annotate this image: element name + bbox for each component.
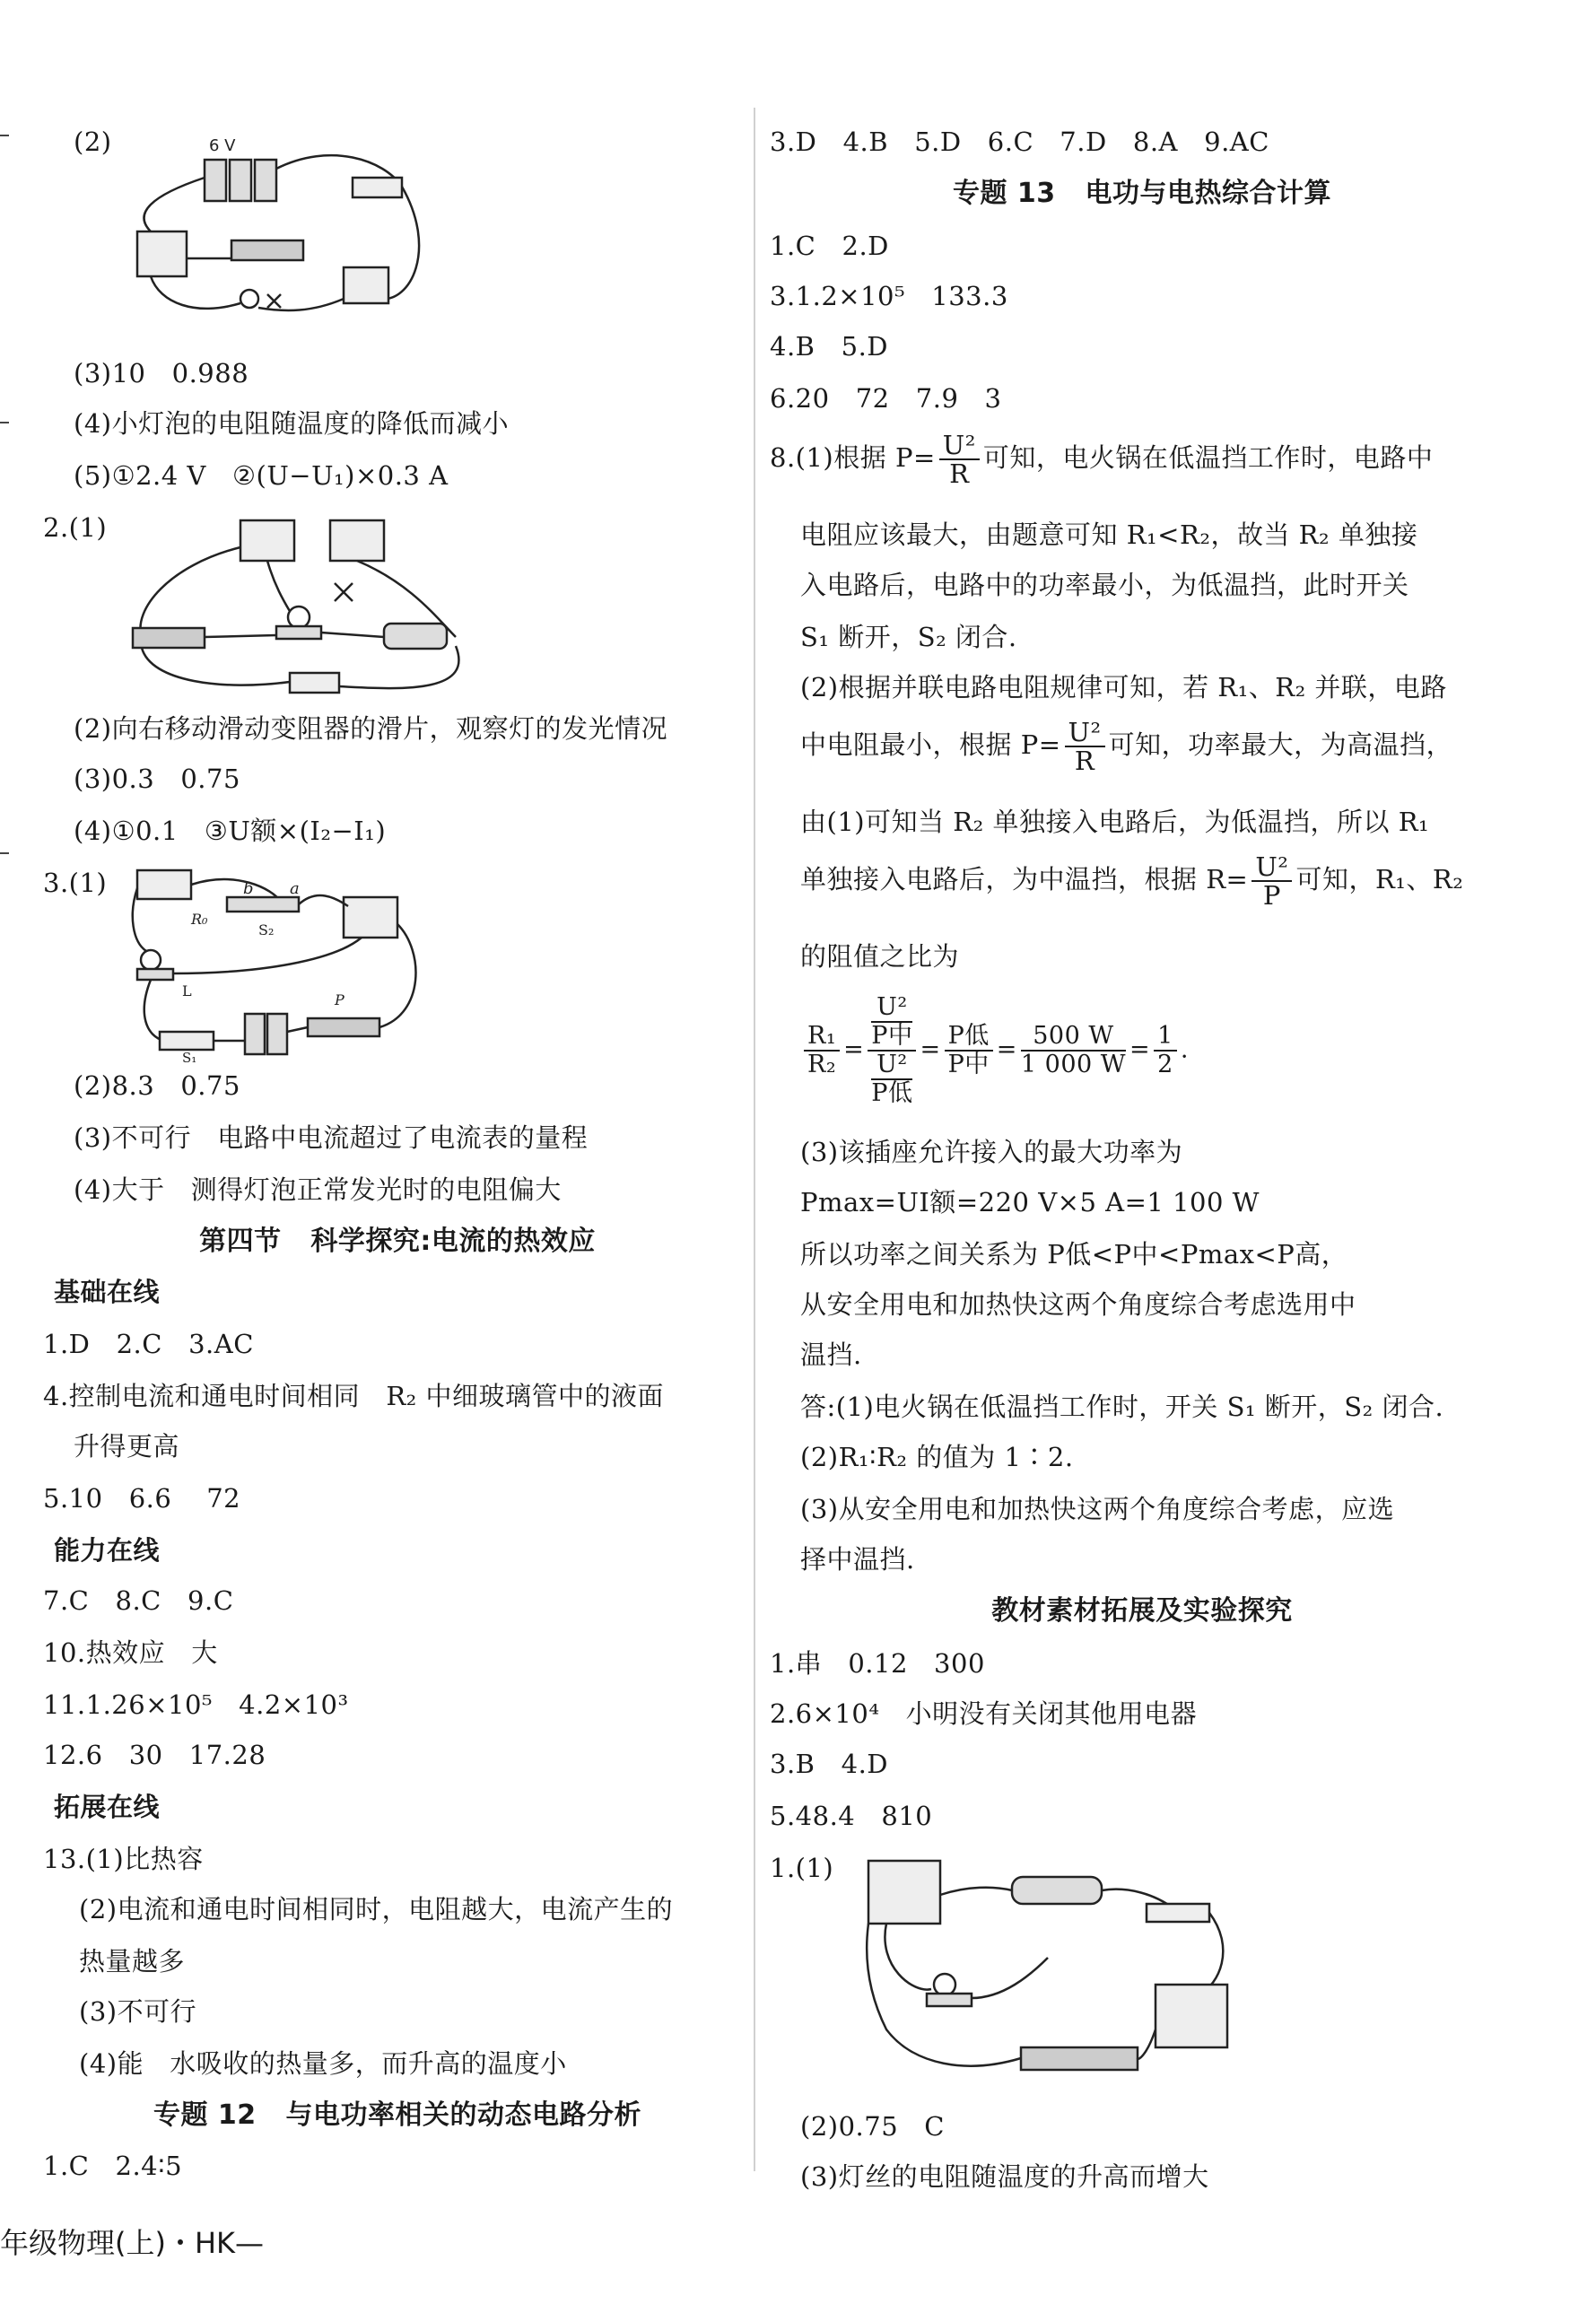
answer-line: 3.B 4.D xyxy=(770,1749,889,1779)
answer-line: (4)能 水吸收的热量多，而升高的温度小 xyxy=(79,2048,567,2079)
battery-voltage-label: 6 V xyxy=(209,136,236,155)
circuit-diagram-4 xyxy=(859,1850,1254,2101)
answer-line: (4)①0.1 ③U额×(I₂−I₁) xyxy=(74,816,387,846)
fraction: $\frac{\text{U²}}{R}$ xyxy=(939,432,980,487)
answer-line: 电阻应该最大，由题意可知 R₁<R₂，故当 R₂ 单独接 xyxy=(800,519,1418,550)
section-title: 专题 13 电功与电热综合计算 xyxy=(952,178,1332,209)
subsection-heading: 基础在线 xyxy=(54,1277,161,1307)
answer-line: 热量越多 xyxy=(79,1946,186,1977)
section-title: 专题 12 与电功率相关的动态电路分析 xyxy=(153,2099,642,2131)
answer-line: 4.B 5.D xyxy=(770,331,889,362)
answer-line: (3)从安全用电和加热快这两个角度综合考虑，应选 xyxy=(800,1494,1395,1524)
label-s1: S₁ xyxy=(182,1050,197,1063)
answer-line: 1.串 0.12 300 xyxy=(770,1648,985,1679)
answer-line: 1.C 2.4∶5 xyxy=(43,2151,183,2181)
answer-line: 3.1.2×10⁵ 133.3 xyxy=(770,281,1008,311)
answer-line: (3)灯丝的电阻随温度的升高而增大 xyxy=(800,2161,1209,2192)
answer-line: 3.(1) xyxy=(43,868,108,898)
answer-line: (2)0.75 C xyxy=(800,2111,945,2142)
answer-line: 5.10 6.6 72 xyxy=(43,1483,241,1514)
answer-line: (2)电流和通电时间相同时，电阻越大，电流产生的 xyxy=(79,1894,674,1924)
answer-line: 1.D 2.C 3.AC xyxy=(43,1329,254,1359)
circuit-diagram-1 xyxy=(115,124,456,339)
label-a: a xyxy=(290,879,300,898)
answer-line: 入电路后，电路中的功率最小，为低温挡，此时开关 xyxy=(800,570,1409,600)
label-r0: R₀ xyxy=(191,911,208,928)
answer-line: Pmax=UI额=220 V×5 A=1 100 W xyxy=(800,1187,1260,1217)
answer-line: 单独接入电路后，为中温挡，根据 R= $\frac{\text{U²}}{P}$ 可知，R₁、R₂ xyxy=(800,851,1464,911)
label-b: b xyxy=(243,879,254,898)
answer-line: (3)不可行 电路中电流超过了电流表的量程 xyxy=(74,1122,589,1153)
page-footer: 年级物理(上)・HK— xyxy=(0,2226,265,2260)
answer-line: 10.热效应 大 xyxy=(43,1637,218,1668)
answer-line: 所以功率之间关系为 P低<P中<Pmax<P高， xyxy=(800,1239,1348,1270)
answer-line: 从安全用电和加热快这两个角度综合考虑选用中 xyxy=(800,1289,1356,1320)
answer-line: (3)0.3 0.75 xyxy=(74,764,240,794)
answer-line: (2)根据并联电路电阻规律可知，若 R₁、R₂ 并联，电路 xyxy=(800,672,1447,703)
circuit-diagram-3 xyxy=(128,861,451,1063)
fraction: $\frac{\text{U²}}{P}$ xyxy=(1252,853,1292,909)
answer-line: 7.C 8.C 9.C xyxy=(43,1585,234,1616)
section-title: 教材素材拓展及实验探究 xyxy=(991,1595,1293,1627)
answer-line: (3)不可行 xyxy=(79,1996,197,2027)
answer-line: 13.(1)比热容 xyxy=(43,1844,204,1874)
label-l: L xyxy=(182,982,192,999)
answer-line: 温挡. xyxy=(800,1340,862,1370)
answer-line: (3)10 0.988 xyxy=(74,358,249,388)
answer-line: 中电阻最小，根据 P= $\frac{\text{U²}}{R}$ 可知，功率最大，为高温挡， xyxy=(800,717,1453,776)
answer-line: (2)R₁∶R₂ 的值为 1∶2. xyxy=(800,1442,1074,1472)
answer-line: 1.(1) xyxy=(770,1853,834,1883)
answer-line: 4.控制电流和通电时间相同 R₂ 中细玻璃管中的液面 xyxy=(43,1381,665,1411)
label-s2: S₂ xyxy=(258,921,275,938)
answer-line: 择中温挡. xyxy=(800,1544,915,1575)
answer-line: (2)8.3 0.75 xyxy=(74,1070,240,1101)
ratio-equation: $\frac{\text{R₁}}{\text{R₂}}$ = $\frac{\frac{\text{U²}}{\text{P中}}}{\frac{\text{U²}}{\text{P低}}}$ = $\frac{\text{P低}}{\text{P中}}$ = $\frac{500 W}{1 000 W}$ = $\frac{1}{2}$ . xyxy=(770,994,1189,1107)
answer-line: 由(1)可知当 R₂ 单独接入电路后，为低温挡，所以 R₁ xyxy=(800,807,1430,837)
section-title: 第四节 科学探究:电流的热效应 xyxy=(199,1226,596,1257)
answer-line: 的阻值之比为 xyxy=(800,941,960,972)
column-divider xyxy=(754,108,755,2171)
answer-line: 8.(1)根据 P= $\frac{\text{U²}}{R}$ 可知，电火锅在低温挡工作时，电路中 xyxy=(770,430,1434,489)
circuit-diagram-2 xyxy=(115,511,492,700)
answer-line: 升得更高 xyxy=(74,1431,180,1462)
answer-line: 2.6×10⁴ 小明没有关闭其他用电器 xyxy=(770,1698,1198,1729)
answer-line: (4)大于 测得灯泡正常发光时的电阻偏大 xyxy=(74,1174,562,1205)
answer-line: 11.1.26×10⁵ 4.2×10³ xyxy=(43,1689,349,1720)
fraction: $\frac{\text{U²}}{R}$ xyxy=(1065,719,1105,774)
answer-line: 12.6 30 17.28 xyxy=(43,1740,266,1770)
answer-line: (4)小灯泡的电阻随温度的降低而减小 xyxy=(74,408,510,439)
answer-line: 1.C 2.D xyxy=(770,231,889,261)
subsection-heading: 能力在线 xyxy=(54,1535,161,1566)
answer-line: 3.D 4.B 5.D 6.C 7.D 8.A 9.AC xyxy=(770,127,1269,157)
answer-line: (5)①2.4 V ②(U−U₁)×0.3 A xyxy=(74,460,449,491)
answer-line: S₁ 断开，S₂ 闭合. xyxy=(800,622,1017,652)
answer-line: (3)该插座允许接入的最大功率为 xyxy=(800,1137,1183,1167)
answer-line: 5.48.4 810 xyxy=(770,1801,933,1831)
answer-line: 6.20 72 7.9 3 xyxy=(770,383,1002,414)
answer-line: 答:(1)电火锅在低温挡工作时，开关 S₁ 断开，S₂ 闭合. xyxy=(800,1392,1444,1422)
subsection-heading: 拓展在线 xyxy=(54,1792,161,1822)
label-p: P xyxy=(335,991,344,1008)
answer-line: (2)向右移动滑动变阻器的滑片，观察灯的发光情况 xyxy=(74,713,668,744)
answer-line: 2.(1) xyxy=(43,512,108,543)
answer-line: (2) xyxy=(74,127,112,157)
